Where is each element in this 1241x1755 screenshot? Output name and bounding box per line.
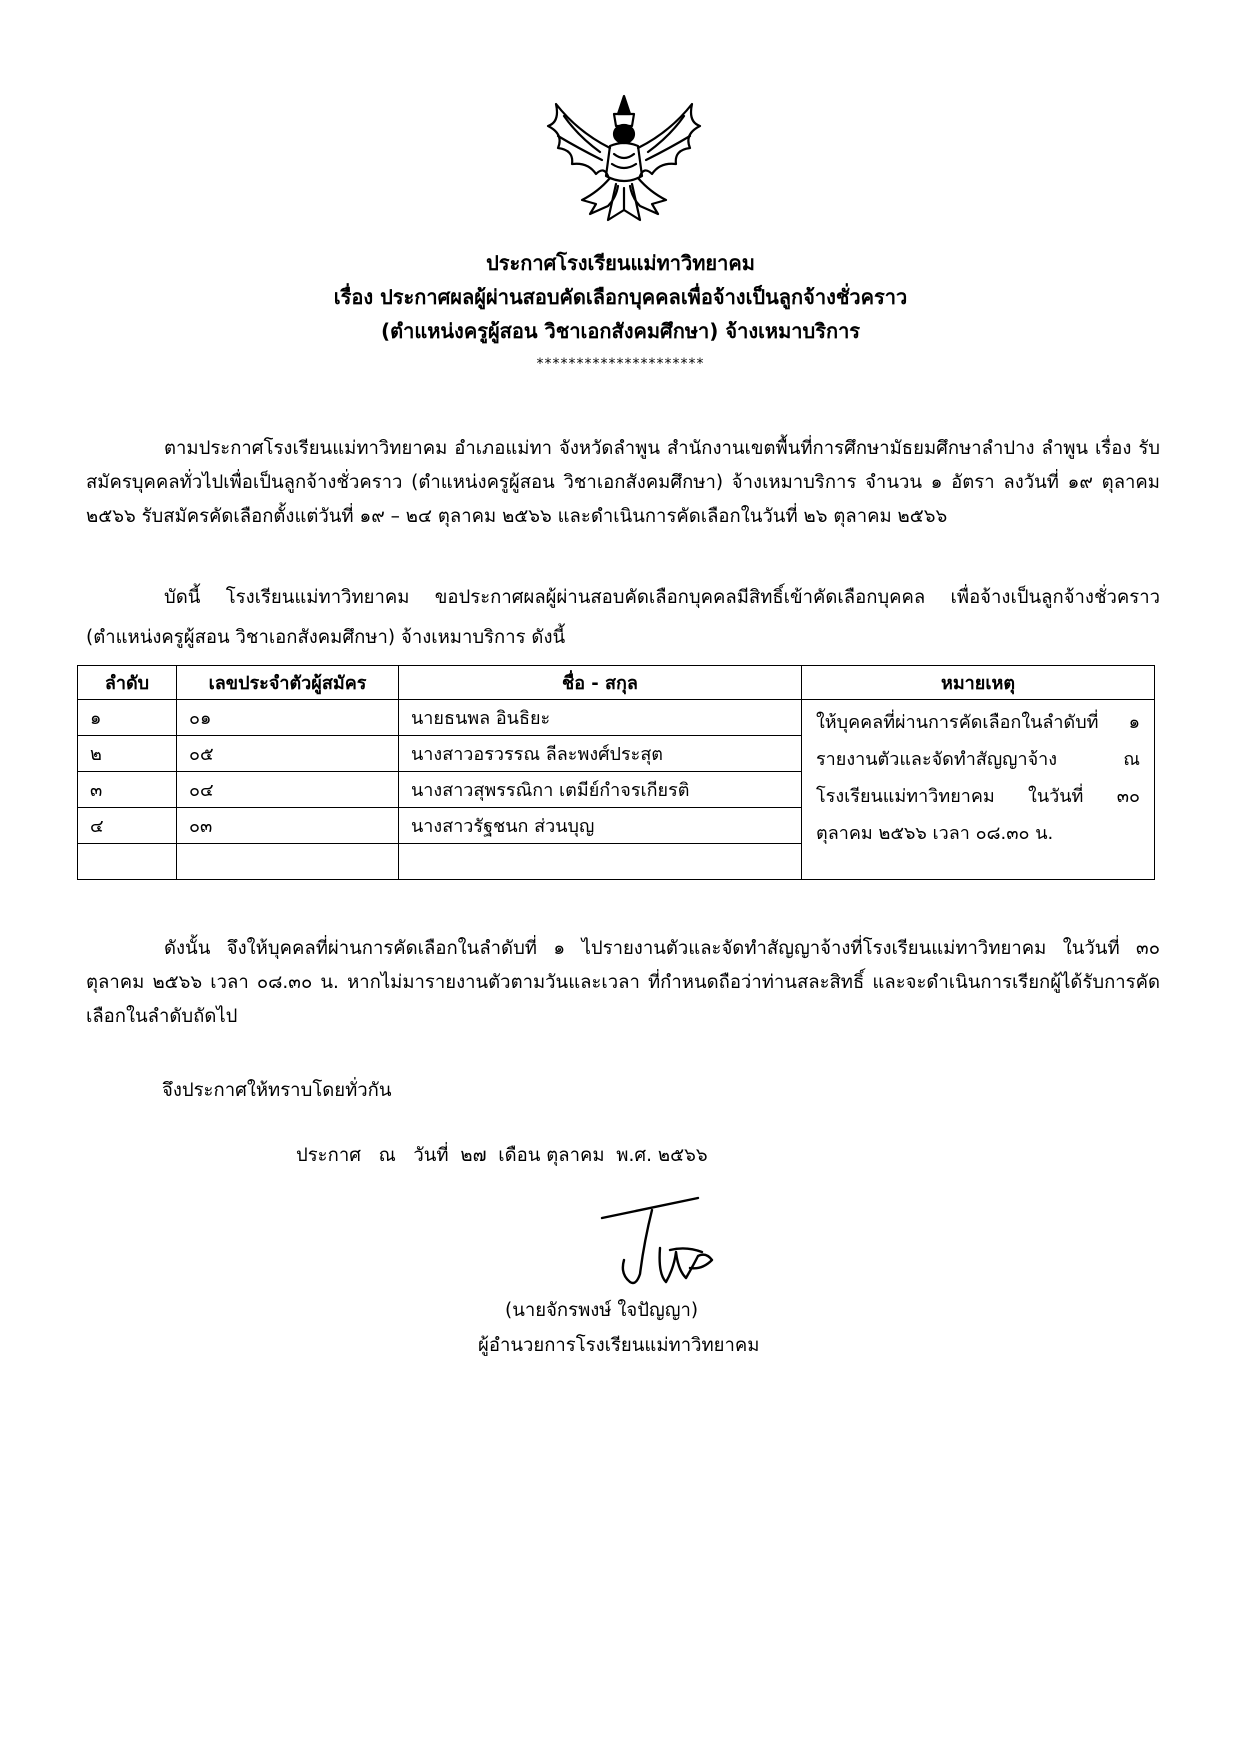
cell-order: ๓ <box>78 772 177 808</box>
separator-stars: ********************* <box>536 356 705 372</box>
cell-full-name: นางสาวรัฐชนก ส่วนบุญ <box>399 808 802 844</box>
paragraph-announcement <box>86 578 1160 658</box>
table-row <box>78 700 1155 736</box>
header-applicant-id: เลขประจำตัวผู้สมัคร <box>177 666 399 700</box>
result-table <box>77 665 1155 880</box>
announcement-date: ประกาศ ณ วันที่ ๒๗ เดือน ตุลาคม พ.ศ. ๒๕๖๖ <box>296 1145 708 1166</box>
cell-applicant-id: ๐๑ <box>177 700 399 736</box>
cell-full-name: นายธนพล อินธิยะ <box>399 700 802 736</box>
cell-full-name <box>399 844 802 880</box>
signer-name: (นายจักรพงษ์ ใจปัญญา) <box>505 1300 699 1321</box>
cell-remark: ให้บุคคลที่ผ่านการคัดเลือกในลำดับที่ ๑ รายงานตัวและจัดทำสัญญาจ้าง ณ โรงเรียนแม่ทาวิทยาคม ในวันที่ ๓๐ ตุลาคม ๒๕๖๖ เวลา ๐๘.๓๐ น. <box>802 700 1155 880</box>
cell-applicant-id: ๐๔ <box>177 772 399 808</box>
cell-order: ๒ <box>78 736 177 772</box>
paragraph-closing: จึงประกาศให้ทราบโดยทั่วกัน <box>162 1080 392 1101</box>
garuda-emblem <box>538 92 710 228</box>
paragraph-announcement-text: บัดนี้ โรงเรียนแม่ทาวิทยาคม ขอประกาศผลผู้ผ่านสอบคัดเลือกบุคคลมีสิทธิ์เข้าคัดเลือกบุคคล เพื่อจ้างเป็นลูกจ้างชั่วคราว (ตำแหน่งครูผู้สอน วิชาเอกสังคมศึกษา) จ้างเหมาบริการ ดังนี้ <box>86 587 1160 648</box>
paragraph-instruction <box>86 932 1160 1034</box>
announcement-subject: เรื่อง ประกาศผลผู้ผ่านสอบคัดเลือกบุคคลเพื่อจ้างเป็นลูกจ้างชั่วคราว <box>333 285 908 309</box>
header-remark: หมายเหตุ <box>802 666 1155 700</box>
announcement-title: ประกาศโรงเรียนแม่ทาวิทยาคม <box>486 251 755 275</box>
cell-applicant-id <box>177 844 399 880</box>
paragraph-reference <box>86 432 1160 534</box>
paragraph-reference-text: ตามประกาศโรงเรียนแม่ทาวิทยาคม อำเภอแม่ทา จังหวัดลำพูน สำนักงานเขตพื้นที่การศึกษามัธยมศึกษาลำปาง ลำพูน เรื่อง รับสมัครบุคคลทั่วไปเพื่อเป็นลูกจ้างชั่วคราว (ตำแหน่งครูผู้สอน วิชาเอกสังคมศึกษา) จ้างเหมาบริการ จำนวน ๑ อัตรา ลงวันที่ ๑๙ ตุลาคม ๒๕๖๖ รับสมัครคัดเลือกตั้งแต่วันที่ ๑๙ – ๒๔ ตุลาคม ๒๕๖๖ และดำเนินการคัดเลือกในวันที่ ๒๖ ตุลาคม ๒๕๖๖ <box>86 438 1160 527</box>
header-full-name: ชื่อ - สกุล <box>399 666 802 700</box>
cell-full-name: นางสาวอรวรรณ ลีละพงศ์ประสุต <box>399 736 802 772</box>
table-header-row <box>78 666 1155 700</box>
cell-full-name: นางสาวสุพรรณิกา เตมีย์กำจรเกียรติ <box>399 772 802 808</box>
signer-position: ผู้อำนวยการโรงเรียนแม่ทาวิทยาคม <box>478 1335 760 1356</box>
announcement-position: (ตำแหน่งครูผู้สอน วิชาเอกสังคมศึกษา) จ้างเหมาบริการ <box>380 319 861 343</box>
cell-order: ๔ <box>78 808 177 844</box>
cell-order <box>78 844 177 880</box>
cell-applicant-id: ๐๕ <box>177 736 399 772</box>
handwritten-signature <box>590 1190 740 1295</box>
header-order: ลำดับ <box>78 666 177 700</box>
cell-order: ๑ <box>78 700 177 736</box>
cell-applicant-id: ๐๓ <box>177 808 399 844</box>
paragraph-instruction-text: ดังนั้น จึงให้บุคคลที่ผ่านการคัดเลือกในลำดับที่ ๑ ไปรายงานตัวและจัดทำสัญญาจ้างที่โรงเรียนแม่ทาวิทยาคม ในวันที่ ๓๐ ตุลาคม ๒๕๖๖ เวลา ๐๘.๓๐ น. หากไม่มารายงานตัวตามวันและเวลา ที่กำหนดถือว่าท่านสละสิทธิ์ และจะดำเนินการเรียกผู้ได้รับการคัดเลือกในลำดับถัดไป <box>86 938 1160 1027</box>
